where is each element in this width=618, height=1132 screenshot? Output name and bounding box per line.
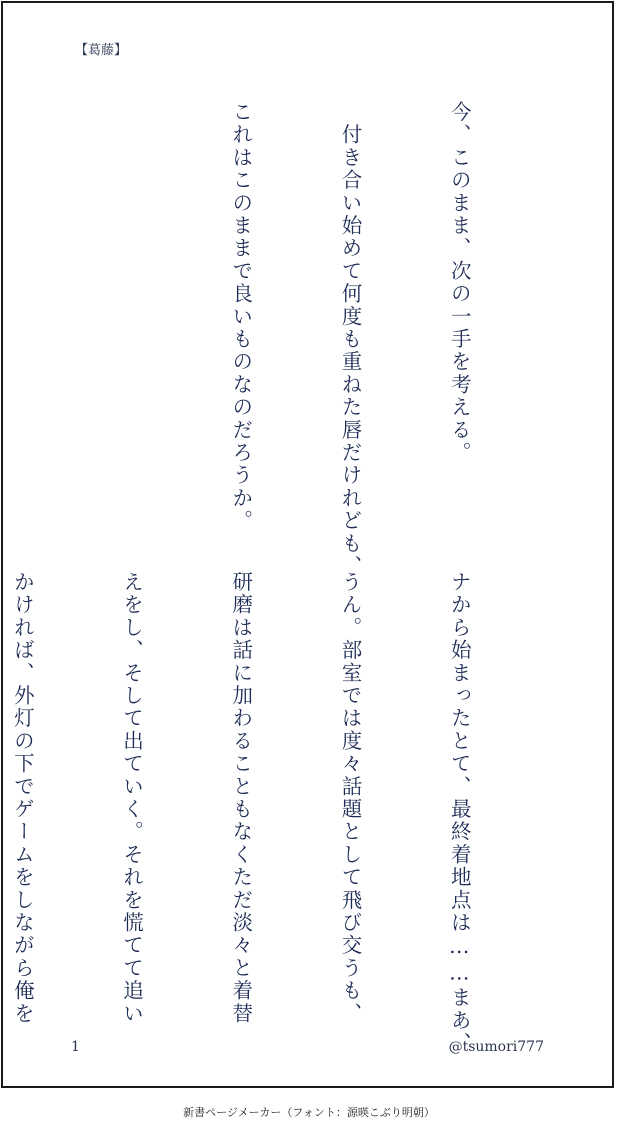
text-column: これはこのままで良いものなのだろうか。 — [228, 101, 253, 533]
text-block-top — [0, 101, 550, 578]
page-number: 1 — [71, 1039, 80, 1055]
generator-credit: 新書ページメーカー（フォント：源暎こぶり明朝） — [183, 1106, 435, 1119]
text-column — [0, 101, 4, 541]
text-column: ナから始まったとて、最終着地点は……まあ、 — [447, 571, 472, 1055]
text-column: 研磨は話に加わることもなくただ淡々と着替 — [228, 571, 253, 1025]
chapter-heading: 【葛藤】 — [75, 43, 128, 58]
text-column: 今、このまま、次の一手を考える。 — [447, 101, 472, 465]
text-column: うん。部室では度々話題として飛び交うも、 — [337, 571, 362, 1025]
author-handle: @tsumori777 — [448, 1039, 544, 1055]
text-column: 付き合い始めて何度も重ねた唇だけれども、 — [337, 101, 362, 578]
text-column: えをし、そして出ていく。それを慌てて追い — [119, 571, 144, 1025]
text-column: かければ、外灯の下でゲームをしながら俺を — [10, 571, 35, 1025]
page-frame — [1, 1, 614, 1088]
